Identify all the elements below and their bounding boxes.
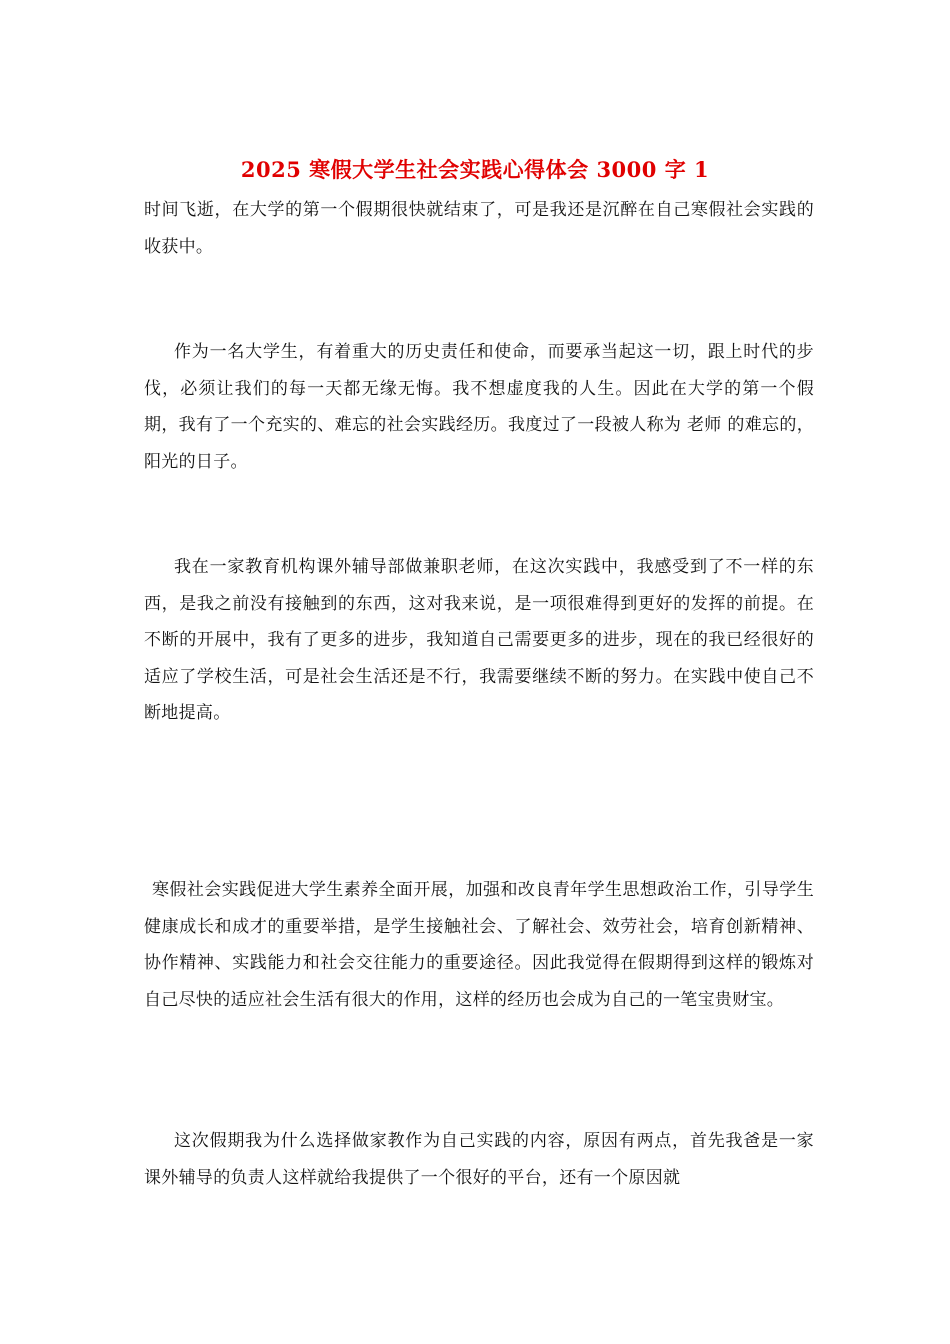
- paragraph-choice-reason: 这次假期我为什么选择做家教作为自己实践的内容，原因有两点，首先我爸是一家课外辅导的负责人这样就给我提供了一个很好的平台，还有一个原因就: [144, 1131, 814, 1188]
- paragraph-practice-value: 寒假社会实践促进大学生素养全面开展，加强和改良青年学生思想政治工作，引导学生健康成长和成才的重要举措，是学生接触社会、了解社会、效劳社会，培育创新精神、协作精神、实践能力和社会交往能力的重要途径。因此我觉得在假期得到这样的锻炼对自己尽快的适应社会生活有很大的作用，这样的经历也会成为自己的一笔宝贵财宝。: [144, 880, 814, 1010]
- document-title: 2025 寒假大学生社会实践心得体会 3000 字 1: [240, 157, 710, 182]
- paragraph-teaching-job: 我在一家教育机构课外辅导部做兼职老师，在这次实践中，我感受到了不一样的东西，是我之前没有接触到的东西，这对我来说，是一项很难得到更好的发挥的前提。在不断的开展中，我有了更多的进步，我知道自己需要更多的进步，现在的我已经很好的适应了学校生活，可是社会生活还是不行，我需要继续不断的努力。在实践中使自己不断地提高。: [144, 557, 814, 723]
- paragraph-responsibility: 作为一名大学生，有着重大的历史责任和使命，而要承当起这一切，跟上时代的步伐，必须让我们的每一天都无缘无悔。我不想虚度我的人生。因此在大学的第一个假期，我有了一个充实的、难忘的社会实践经历。我度过了一段被人称为 老师 的难忘的，阳光的日子。: [144, 342, 814, 472]
- paragraph-intro: 时间飞逝，在大学的第一个假期很快就结束了，可是我还是沉醉在自己寒假社会实践的收获中。: [144, 200, 814, 257]
